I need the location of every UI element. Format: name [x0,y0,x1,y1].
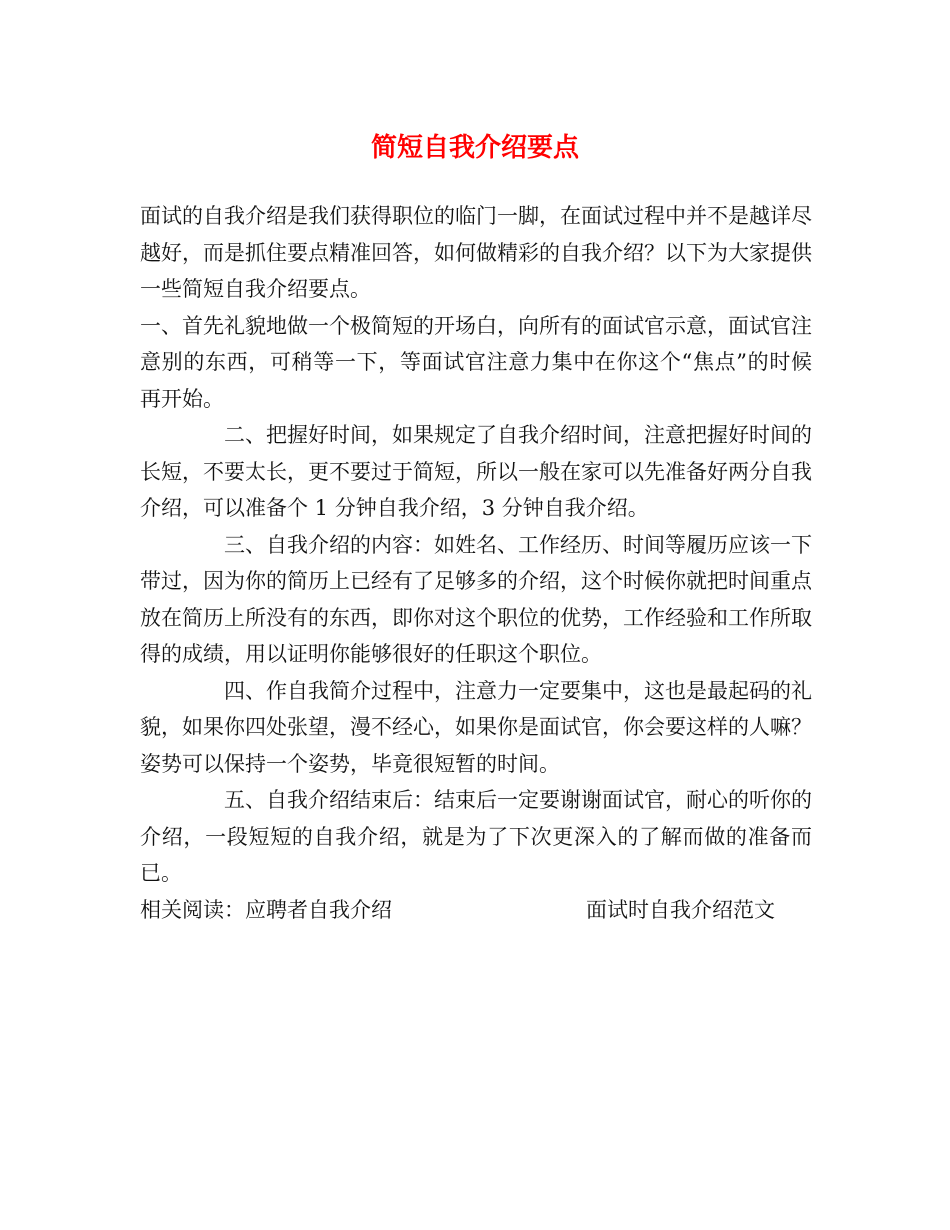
point-4-paragraph: 四、作自我简介过程中，注意力一定要集中，这也是最起码的礼貌，如果你四处张望，漫不经心，如果你是面试官，你会要这样的人嘛？姿势可以保持一个姿势，毕竟很短暂的时间。 [140,678,812,776]
related-reading-link[interactable]: 面试时自我介绍范文 [586,897,775,922]
point-3-paragraph: 三、自我介绍的内容：如姓名、工作经历、时间等履历应该一下带过，因为你的简历上已经有了足够多的介绍，这个时候你就把时间重点放在简历上所没有的东西，即你对这个职位的优势，工作经验和工作所取得的成绩，用以证明你能够很好的任职这个职位。 [140,532,812,666]
point-5-paragraph: 五、自我介绍结束后：结束后一定要谢谢面试官，耐心的听你的介绍，一段短短的自我介绍，就是为了下次更深入的了解而做的准备而已。 [140,788,812,885]
point-2-paragraph: 二、把握好时间，如果规定了自我介绍时间，注意把握好时间的长短，不要太长，更不要过于简短，所以一般在家可以先准备好两分自我介绍，可以准备个 1 分钟自我介绍，3 分钟自我介绍。 [140,423,812,520]
related-reading-label[interactable]: 相关阅读：应聘者自我介绍 [140,897,392,922]
document-title: 简短自我介绍要点 [370,133,579,163]
point-1-paragraph: 一、首先礼貌地做一个极简短的开场白，向所有的面试官示意，面试官注意别的东西，可稍等一下，等面试官注意力集中在你这个“焦点”的时候再开始。 [140,313,812,411]
related-reading [140,892,812,929]
document-body [140,198,812,928]
intro-paragraph: 面试的自我介绍是我们获得职位的临门一脚，在面试过程中并不是越详尽越好，而是抓住要点精准回答，如何做精彩的自我介绍？以下为大家提供一些简短自我介绍要点。 [140,204,812,301]
